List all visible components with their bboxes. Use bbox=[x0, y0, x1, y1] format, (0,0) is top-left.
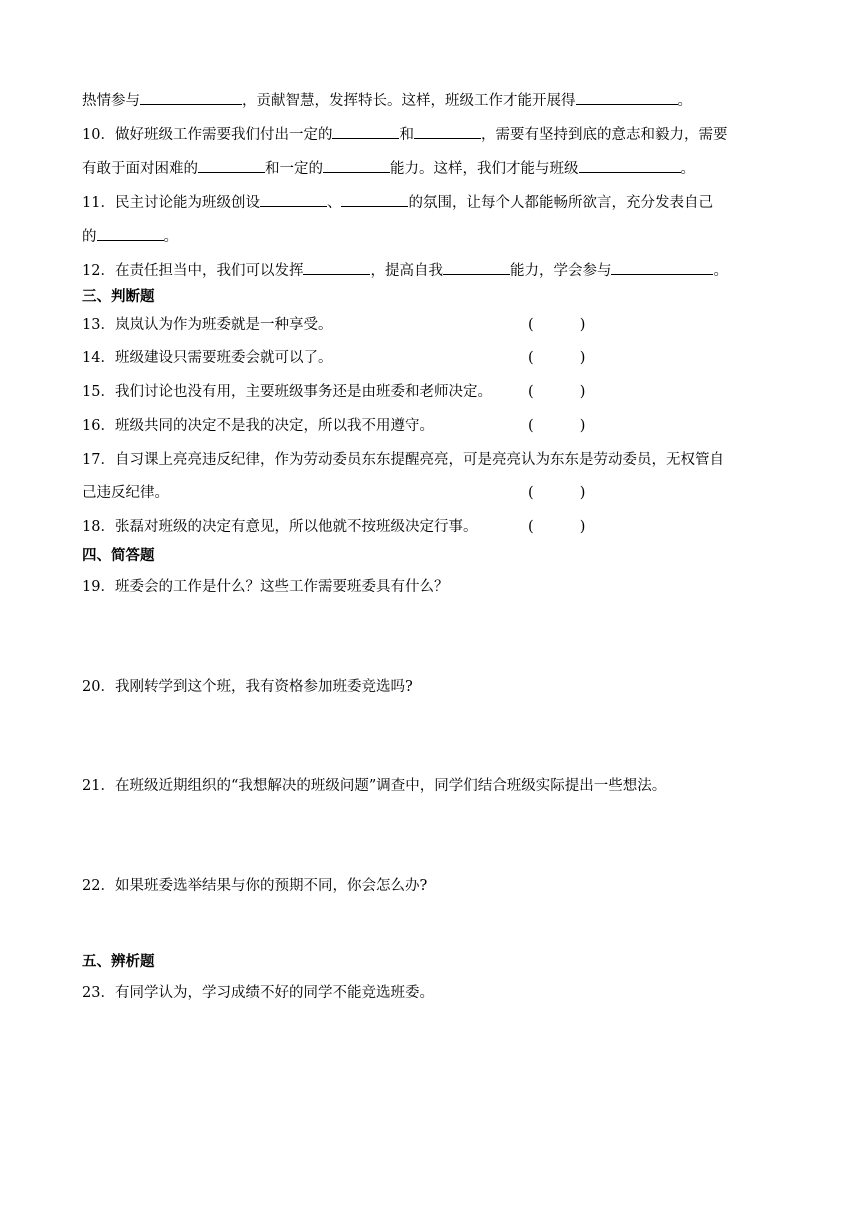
answer-blank bbox=[260, 191, 327, 207]
q9-text-b: ，贡献智慧，发挥特长。这样，班级工作才能开展得 bbox=[242, 93, 576, 109]
q10-line-2 bbox=[82, 157, 695, 179]
answer-blank bbox=[332, 123, 399, 139]
q10-text-c: ，需要有坚持到底的意志和毅力，需要 bbox=[480, 127, 728, 143]
q17-statement-line-1: 17．自习课上亮亮违反纪律，作为劳动委员东东提醒亮亮，可是亮亮认为东东是劳动委员，无权管自 bbox=[82, 452, 724, 468]
q10-text-b: 和 bbox=[399, 127, 414, 143]
answer-blank bbox=[140, 89, 242, 105]
q12-text-c: 能力，学会参与 bbox=[509, 263, 612, 279]
q9-text-c: 。 bbox=[677, 93, 692, 109]
q9-text-a: 热情参与 bbox=[82, 93, 140, 109]
answer-blank bbox=[198, 157, 265, 173]
answer-parentheses: ( ) bbox=[528, 350, 586, 366]
q20-question: 20．我刚转学到这个班，我有资格参加班委竞选吗? bbox=[82, 679, 413, 695]
answer-blank bbox=[611, 259, 713, 275]
q10-text-g: 。 bbox=[680, 161, 695, 177]
q10-text-e: 和一定的 bbox=[265, 161, 323, 177]
answer-parentheses: ( ) bbox=[528, 519, 586, 535]
q10-text-a: 10．做好班级工作需要我们付出一定的 bbox=[82, 127, 333, 143]
answer-blank bbox=[323, 157, 390, 173]
q18-statement: 18．张磊对班级的决定有意见，所以他就不按班级决定行事。 bbox=[82, 519, 478, 535]
q11-text-c: 的氛围，让每个人都能畅所欲言，充分发表自己 bbox=[408, 195, 713, 211]
q10-text-d: 有敢于面对困难的 bbox=[82, 161, 198, 177]
q13-statement: 13．岚岚认为作为班委就是一种享受。 bbox=[82, 317, 333, 333]
answer-blank bbox=[443, 259, 510, 275]
q11-text-d: 的 bbox=[82, 229, 97, 245]
q11-text-e: 。 bbox=[163, 229, 178, 245]
q10-text-f: 能力。这样，我们才能与班级 bbox=[390, 161, 579, 177]
q10-line-1 bbox=[82, 123, 727, 145]
answer-blank bbox=[97, 225, 164, 241]
answer-parentheses: ( ) bbox=[528, 317, 586, 333]
q17-statement-line-2: 己违反纪律。 bbox=[82, 485, 169, 501]
section-heading-analysis: 五、辨析题 bbox=[82, 954, 155, 970]
q21-question: 21．在班级近期组织的“我想解决的班级问题”调查中，同学们结合班级实际提出一些想法。 bbox=[82, 778, 667, 794]
answer-parentheses: ( ) bbox=[528, 384, 586, 400]
q12-line bbox=[82, 259, 728, 281]
q9-continuation-line bbox=[82, 89, 692, 111]
answer-blank bbox=[579, 157, 681, 173]
q22-question: 22．如果班委选举结果与你的预期不同，你会怎么办? bbox=[82, 878, 428, 894]
q12-text-b: ，提高自我 bbox=[370, 263, 443, 279]
answer-parentheses: ( ) bbox=[528, 485, 586, 501]
q11-text-b: 、 bbox=[326, 195, 342, 211]
answer-parentheses: ( ) bbox=[528, 418, 586, 434]
q11-line-1 bbox=[82, 191, 713, 213]
q11-line-2 bbox=[82, 225, 178, 247]
answer-blank bbox=[576, 89, 678, 105]
q14-statement: 14．班级建设只需要班委会就可以了。 bbox=[82, 350, 333, 366]
section-heading-judgment: 三、判断题 bbox=[82, 289, 155, 305]
q23-question: 23．有同学认为，学习成绩不好的同学不能竞选班委。 bbox=[82, 985, 434, 1001]
q12-text-a: 12．在责任担当中，我们可以发挥 bbox=[82, 263, 304, 279]
q15-statement: 15．我们讨论也没有用，主要班级事务还是由班委和老师决定。 bbox=[82, 384, 492, 400]
q19-question: 19．班委会的工作是什么？这些工作需要班委具有什么？ bbox=[82, 579, 449, 595]
q11-text-a: 11．民主讨论能为班级创设 bbox=[82, 195, 260, 211]
q16-statement: 16．班级共同的决定不是我的决定，所以我不用遵守。 bbox=[82, 418, 434, 434]
answer-blank bbox=[341, 191, 408, 207]
answer-blank bbox=[414, 123, 481, 139]
q12-text-d: 。 bbox=[713, 263, 728, 279]
answer-blank bbox=[303, 259, 370, 275]
section-heading-short-answer: 四、简答题 bbox=[82, 548, 155, 564]
